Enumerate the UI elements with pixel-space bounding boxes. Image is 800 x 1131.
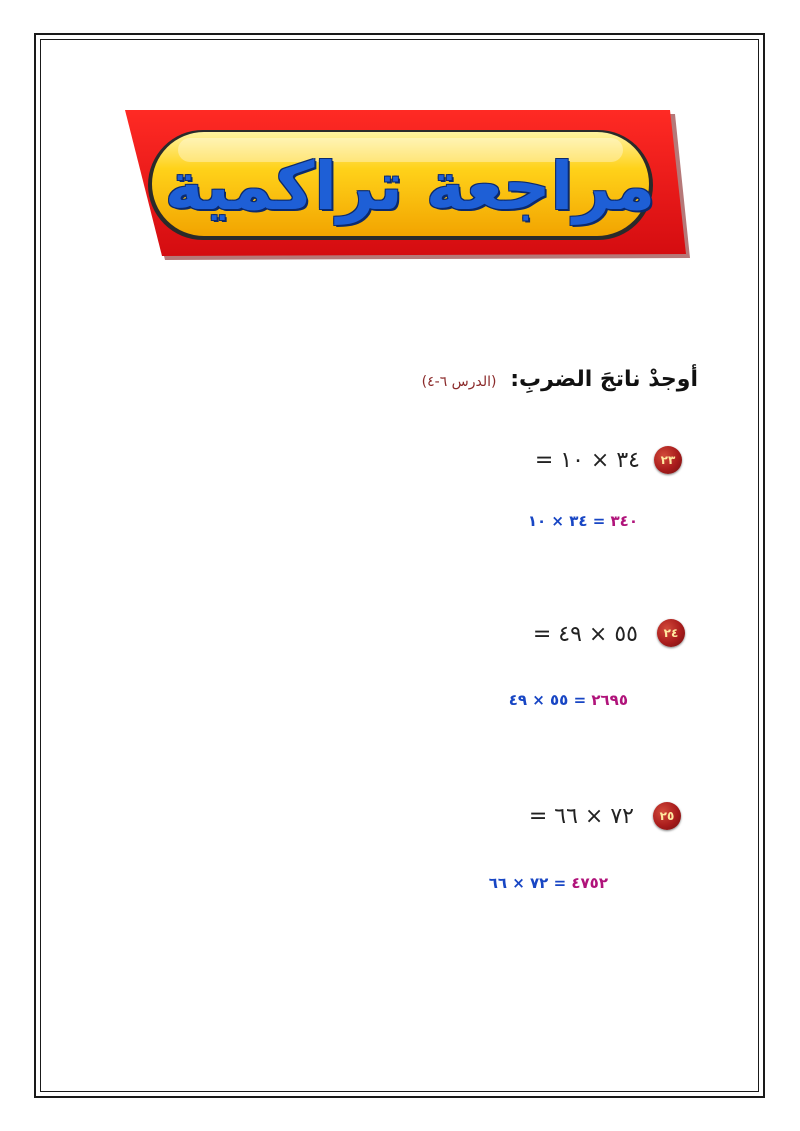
answer-expression: = ٣٤ × ١٠: [527, 512, 606, 530]
answer-result: ٤٧٥٢: [571, 874, 608, 892]
instruction-text: أوجدْ ناتجَ الضربِ:: [510, 367, 698, 392]
answer-line: [509, 691, 628, 709]
problem-number-badge: ٢٥: [653, 802, 681, 830]
problem-number-badge: ٢٤: [657, 619, 685, 647]
problem-expression: ٥٥ × ٤٩ =: [532, 622, 638, 647]
problem-number-badge: ٢٣: [654, 446, 682, 474]
problem-expression: ٣٤ × ١٠ =: [534, 448, 640, 473]
answer-line: [489, 874, 608, 892]
lesson-reference: (الدرس ٦-٤): [421, 374, 497, 390]
answer-result: ٣٤٠: [610, 512, 638, 530]
answer-line: [528, 512, 638, 530]
answer-result: ٢٦٩٥: [591, 691, 628, 709]
answer-expression: = ٧٢ × ٦٦: [488, 874, 567, 892]
answer-expression: = ٥٥ × ٤٩: [508, 691, 587, 709]
page-title: مراجعة تراكمية: [164, 147, 656, 225]
title-banner: [120, 108, 700, 268]
problem-expression: ٧٢ × ٦٦ =: [528, 804, 634, 829]
instruction: [422, 367, 698, 392]
